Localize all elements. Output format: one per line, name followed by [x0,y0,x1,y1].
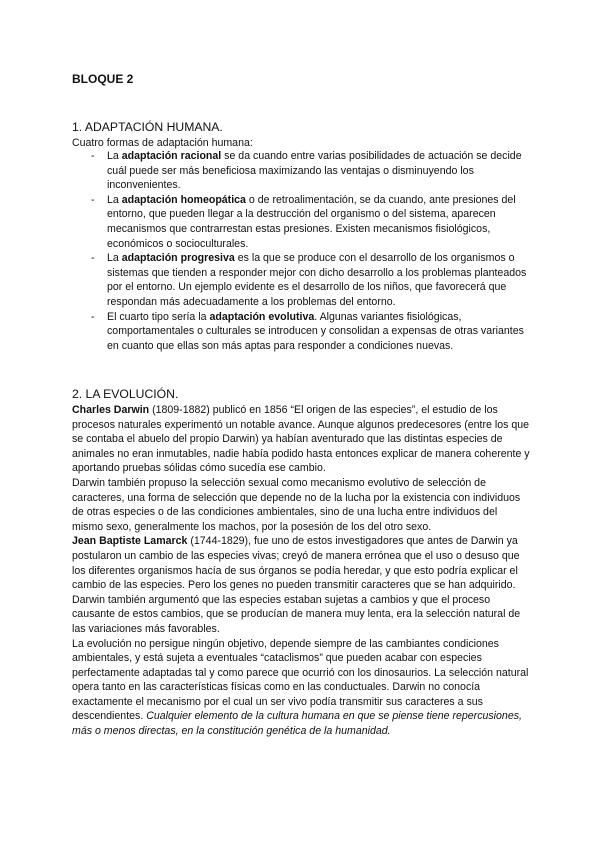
term-bold: adaptación progresiva [121,252,235,265]
paragraph-evolution: La evolución no persigue ningún objetivo, depende siempre de las cambiantes condiciones ambientales, y está sujeta a eventuales “cataclismos” que pueden acabar con especies perfectamente adaptadas tal y como parece que ocurrió con los dinosaurios. La selección natural opera tanto en las características físicas como en las conductuales. Darwin no conocía exactamente el mecanismo por el cual un ser vivo podía transmitir sus caracteres a sus descendientes. Cualquier elemento de la cultura humana en que se piense tiene repercusiones, más o menos directas, en la constitución genética de la humanidad. [72,637,529,738]
page-title: BLOQUE 2 [72,72,134,86]
list-item: - La adaptación racional se da cuando entre varias posibilidades de actuación se decide cuál puede ser más beneficiosa maximizando las ventajas o disminuyendo los inconvenientes. [72,149,532,193]
section-heading-adaptacion: 1. ADAPTACIÓN HUMANA. [72,120,223,134]
adaptation-list [72,149,532,353]
list-item: - La adaptación homeopática o de retroalimentación, se da cuando, ante presiones del entorno, que pueden llegar a la destrucción del organismo o del sistema, aparecen mecanismos que contrarrestan estas presiones. Existen mecanismos fisiológicos, económicos o socioculturales. [72,193,532,251]
evolution-body [72,403,530,739]
list-item: - La adaptación progresiva es la que se produce con el desarrollo de los organismos o sistemas que tienden a responder mejor con dicho desarrollo a los problemas planteados por el entorno. Un ejemplo evidente es el desarrollo de los niños, que favorecerá que respondan más adecuadamente a los problemas del entorno. [72,251,532,309]
paragraph-sexual-selection: Darwin también propuso la selección sexual como mecanismo evolutivo de selección de caracteres, una forma de selección que depende no de la lucha por la existencia con individuos de otras especies o de las condiciones ambientales, sino de una lucha entre individuos del mismo sexo, generalmente los machos, por la posesión de los del otro sexo. [72,476,521,533]
term-bold: adaptación evolutiva [209,310,315,323]
paragraph-darwin: Charles Darwin (1809-1882) publicó en 1856 “El origen de las especies”, el estudio de los procesos naturales experimentó un notable avance. Aunque algunos predecesores (entre los que se contaba el abuelo del propio Darwin) ya habían aventurado que las distintas especies de animales no eran inmutables, nadie había podido hasta entonces explicar de manera coherente y aportando pruebas sólidas cómo sucedía ese cambio. [72,404,530,475]
paragraph-lamarck: Jean Baptiste Lamarck (1744-1829), fue uno de estos investigadores que antes de Darwin ya postularon un cambio de las especies vivas; creyó de manera errónea que el uso o desuso que los diferentes organismos hacía de sus órganos se podía heredar, y que esto podría explicar el cambio de las especies. Pero los genes no pueden transmitir caracteres que se han adquirido. [72,535,520,592]
section-heading-evolucion: 2. LA EVOLUCIÓN. [72,387,179,401]
list-item: - El cuarto tipo sería la adaptación evolutiva. Algunas variantes fisiológicas, comportamentales o culturales se introducen y consolidan a expensas de otras variantes en cuanto que ellas son más aptas para responder a condiciones nuevas. [72,310,532,354]
term-bold: adaptación homeopática [121,193,246,206]
italic-quote: Cualquier elemento de la cultura humana en que se piense tiene repercusiones, más o menos directas, en la constitución genética de la humanidad. [72,710,522,738]
paragraph-natural-selection: Darwin también argumentó que las especies estaban sujetas a cambios y que el proceso causante de estos cambios, que se producían de manera muy lenta, era la selección natural de las variaciones más favorables. [72,593,521,635]
term-bold: adaptación racional [121,150,222,162]
section-intro: Cuatro formas de adaptación humana: [72,137,253,149]
